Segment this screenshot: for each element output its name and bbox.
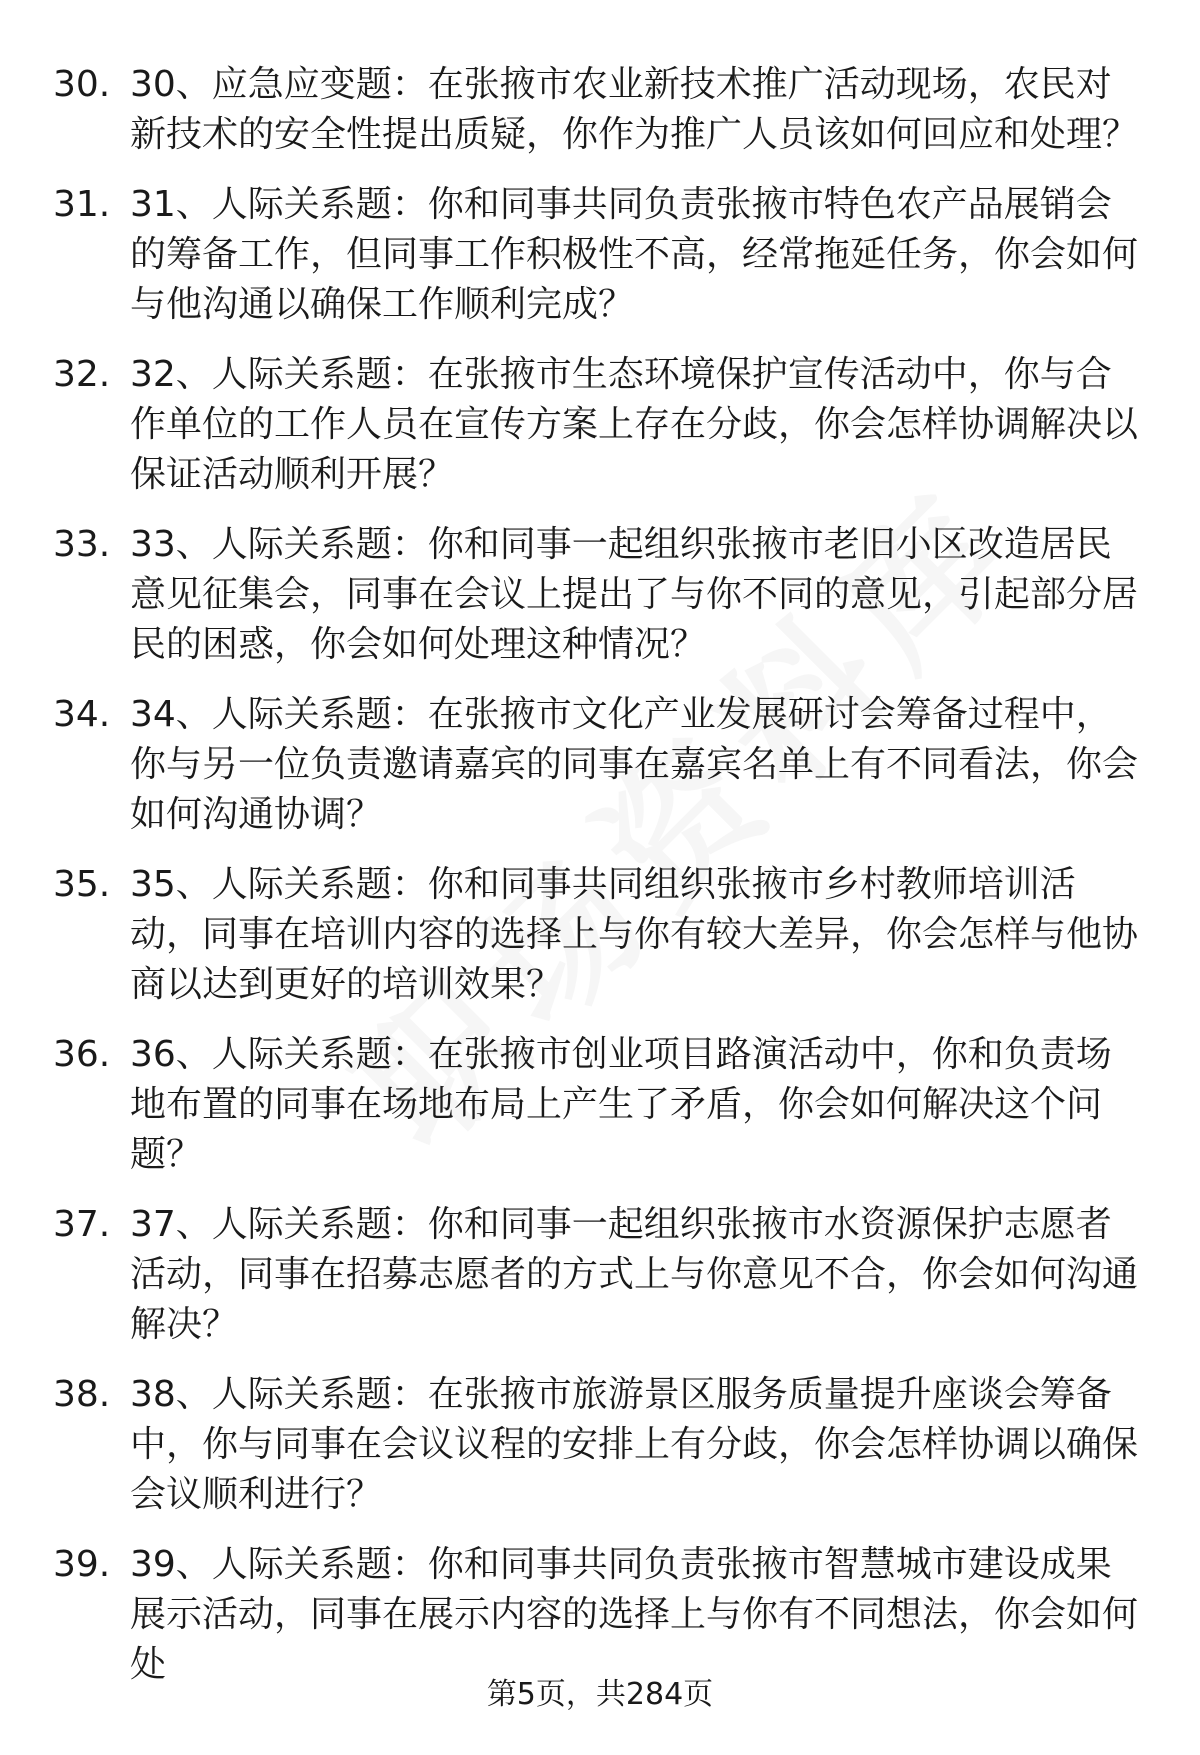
list-item (0, 520, 1200, 670)
item-text: 35、人际关系题：你和同事共同组织张掖市乡村教师培训活动，同事在培训内容的选择上与你有较大差异，你会怎样与他协商以达到更好的培训效果？ (130, 864, 1139, 1005)
item-text: 36、人际关系题：在张掖市创业项目路演活动中，你和负责场地布置的同事在场地布局上产生了矛盾，你会如何解决这个问题？ (130, 1034, 1112, 1175)
item-text: 34、人际关系题：在张掖市文化产业发展研讨会筹备过程中，你与另一位负责邀请嘉宾的同事在嘉宾名单上有不同看法，你会如何沟通协调？ (130, 694, 1139, 835)
item-number: 36. (53, 1034, 111, 1075)
item-text: 32、人际关系题：在张掖市生态环境保护宣传活动中，你与合作单位的工作人员在宣传方案上存在分歧，你会怎样协调解决以保证活动顺利开展？ (130, 354, 1139, 495)
item-text: 33、人际关系题：你和同事一起组织张掖市老旧小区改造居民意见征集会，同事在会议上提出了与你不同的意见，引起部分居民的困惑，你会如何处理这种情况？ (130, 524, 1139, 665)
list-item (0, 60, 1200, 160)
item-text: 31、人际关系题：你和同事共同负责张掖市特色农产品展销会的筹备工作，但同事工作积极性不高，经常拖延任务，你会如何与他沟通以确保工作顺利完成？ (130, 184, 1139, 325)
list-item (0, 1030, 1200, 1180)
item-text: 39、人际关系题：你和同事共同负责张掖市智慧城市建设成果展示活动，同事在展示内容的选择上与你有不同想法，你会如何处 (130, 1544, 1139, 1685)
item-number: 32. (53, 354, 111, 395)
item-number: 37. (53, 1204, 111, 1245)
item-number: 34. (53, 694, 111, 735)
list-item (0, 860, 1200, 1010)
item-number: 38. (53, 1374, 111, 1415)
list-item (0, 350, 1200, 500)
item-number: 30. (53, 64, 111, 105)
item-text: 38、人际关系题：在张掖市旅游景区服务质量提升座谈会筹备中，你与同事在会议议程的安排上有分歧，你会怎样协调以确保会议顺利进行？ (130, 1374, 1139, 1515)
list-item (0, 1370, 1200, 1520)
item-text: 30、应急应变题：在张掖市农业新技术推广活动现场，农民对新技术的安全性提出质疑，你作为推广人员该如何回应和处理？ (130, 64, 1139, 155)
list-item (0, 1540, 1200, 1690)
question-list (0, 60, 1200, 1710)
page-footer: 第5页，共284页 (486, 1677, 714, 1712)
item-number: 33. (53, 524, 111, 565)
list-item (0, 180, 1200, 330)
item-number: 31. (53, 184, 111, 225)
item-number: 39. (53, 1544, 111, 1585)
list-item (0, 1200, 1200, 1350)
item-number: 35. (53, 864, 111, 905)
list-item (0, 690, 1200, 840)
item-text: 37、人际关系题：你和同事一起组织张掖市水资源保护志愿者活动，同事在招募志愿者的方式上与你意见不合，你会如何沟通解决？ (130, 1204, 1139, 1345)
